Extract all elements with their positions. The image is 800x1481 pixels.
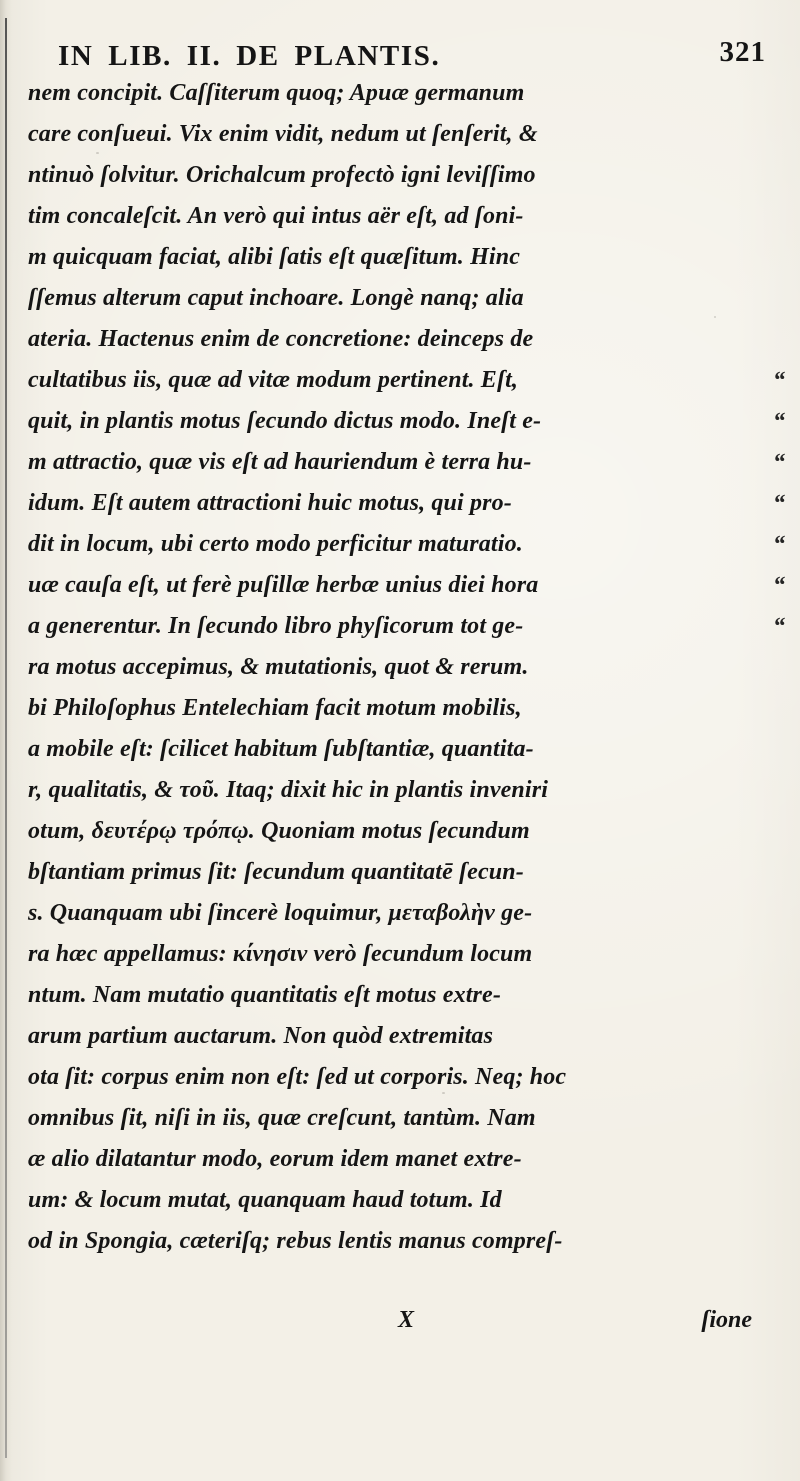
margin-quote-mark: “: [773, 409, 785, 435]
text-line: [0, 401, 800, 442]
running-head: [58, 36, 778, 76]
text-line-content: nem concipit. Caſſiterum quoq; Apuæ germanum: [28, 80, 525, 106]
text-line: [0, 360, 800, 401]
text-line: [0, 524, 800, 565]
margin-quote-mark: “: [773, 450, 785, 476]
text-line-content: a mobile eſt: ſcilicet habitum ſubſtantiæ, quantita-: [28, 736, 534, 762]
text-line-content: ra motus accepimus, & mutationis, quot & rerum.: [28, 654, 529, 680]
text-line-content: m quicquam faciat, alibi ſatis eſt quæſitum. Hinc: [28, 244, 521, 270]
catchword: ſione: [701, 1307, 752, 1333]
text-line: [0, 1180, 800, 1221]
text-line-content: æ alio dilatantur modo, eorum idem manet extre-: [28, 1146, 522, 1172]
signature-mark: X: [398, 1307, 415, 1333]
text-line-content: ntum. Nam mutatio quantitatis eſt motus extre-: [28, 982, 501, 1008]
text-line: [0, 278, 800, 319]
text-line: [0, 893, 800, 934]
text-line-content: otum, δευτέρῳ τρόπῳ. Quoniam motus ſecundum: [28, 818, 530, 844]
latin-text-block: [0, 73, 800, 1433]
margin-quote-mark: “: [773, 368, 785, 394]
text-line: [0, 319, 800, 360]
text-line-content: ra hæc appellamus: κίνησιν verò ſecundum locum: [28, 941, 533, 967]
text-line: [0, 852, 800, 893]
text-line: [0, 770, 800, 811]
signature-line: [0, 1300, 800, 1340]
text-line: [0, 811, 800, 852]
margin-quote-mark: “: [773, 491, 785, 517]
text-line: [0, 606, 800, 647]
text-line-content: um: & locum mutat, quanquam haud totum. Id: [28, 1187, 502, 1213]
text-line-content: ateria. Hactenus enim de concretione: deinceps de: [28, 326, 534, 352]
text-line-content: ota ſit: corpus enim non eſt: ſed ut corporis. Neq; hoc: [28, 1064, 567, 1090]
text-line-content: omnibus ſit, niſi in iis, quæ creſcunt, tantùm. Nam: [28, 1105, 536, 1131]
text-line-content: arum partium auctarum. Non quòd extremitas: [28, 1023, 494, 1049]
page-number: 321: [719, 36, 766, 68]
text-line-content: idum. Eſt autem attractioni huic motus, qui pro-: [28, 490, 512, 516]
margin-quote-mark: “: [773, 532, 785, 558]
text-line: [0, 483, 800, 524]
margin-quote-mark: “: [773, 573, 785, 599]
text-line: [0, 729, 800, 770]
text-line-content: care conſueui. Vix enim vidit, nedum ut ſenſerit, &: [28, 121, 538, 147]
running-head-title: IN LIB. II. DE PLANTIS.: [58, 39, 441, 72]
text-line: [0, 1139, 800, 1180]
text-line-content: m attractio, quæ vis eſt ad hauriendum è terra hu-: [28, 449, 532, 475]
text-line-content: bſtantiam primus ſit: ſecundum quantitatē ſecun-: [28, 859, 524, 885]
text-line: [0, 1057, 800, 1098]
text-line: [0, 647, 800, 688]
margin-quote-mark: “: [773, 614, 785, 640]
text-line: [0, 934, 800, 975]
text-line-content: ntinuò ſolvitur. Orichalcum profectò igni leviſſimo: [28, 162, 536, 188]
text-line-content: od in Spongia, cæteriſq; rebus lentis manus compreſ-: [28, 1228, 563, 1254]
text-line: [0, 442, 800, 483]
text-line: [0, 975, 800, 1016]
text-line-content: quit, in plantis motus ſecundo dictus modo. Ineſt e-: [28, 408, 542, 434]
text-line: [0, 688, 800, 729]
text-line-content: s. Quanquam ubi ſincerè loquimur, μεταβολὴν ge-: [28, 900, 533, 926]
text-line-content: a generentur. In ſecundo libro phyſicorum tot ge-: [28, 613, 524, 639]
text-line: [0, 237, 800, 278]
text-line: [0, 196, 800, 237]
text-line: [0, 1016, 800, 1057]
text-line-content: ſſemus alterum caput inchoare. Longè nanq; alia: [28, 285, 524, 311]
text-line: [0, 114, 800, 155]
text-line-content: dit in locum, ubi certo modo perficitur maturatio.: [28, 531, 523, 557]
text-line: [0, 565, 800, 606]
text-line-content: cultatibus iis, quæ ad vitæ modum pertinent. Eſt,: [28, 367, 519, 393]
text-line: [0, 73, 800, 114]
text-line: [0, 1098, 800, 1139]
text-line-content: r, qualitatis, & τοῦ. Itaq; dixit hic in plantis inveniri: [28, 777, 549, 803]
text-line-content: bi Philoſophus Entelechiam facit motum mobilis,: [28, 695, 522, 721]
text-line: [0, 155, 800, 196]
text-line-content: uæ cauſa eſt, ut ferè puſillæ herbæ unius diei hora: [28, 572, 539, 598]
text-line: [0, 1221, 800, 1262]
text-line-content: tim concaleſcit. An verò qui intus aër eſt, ad ſoni-: [28, 203, 524, 229]
